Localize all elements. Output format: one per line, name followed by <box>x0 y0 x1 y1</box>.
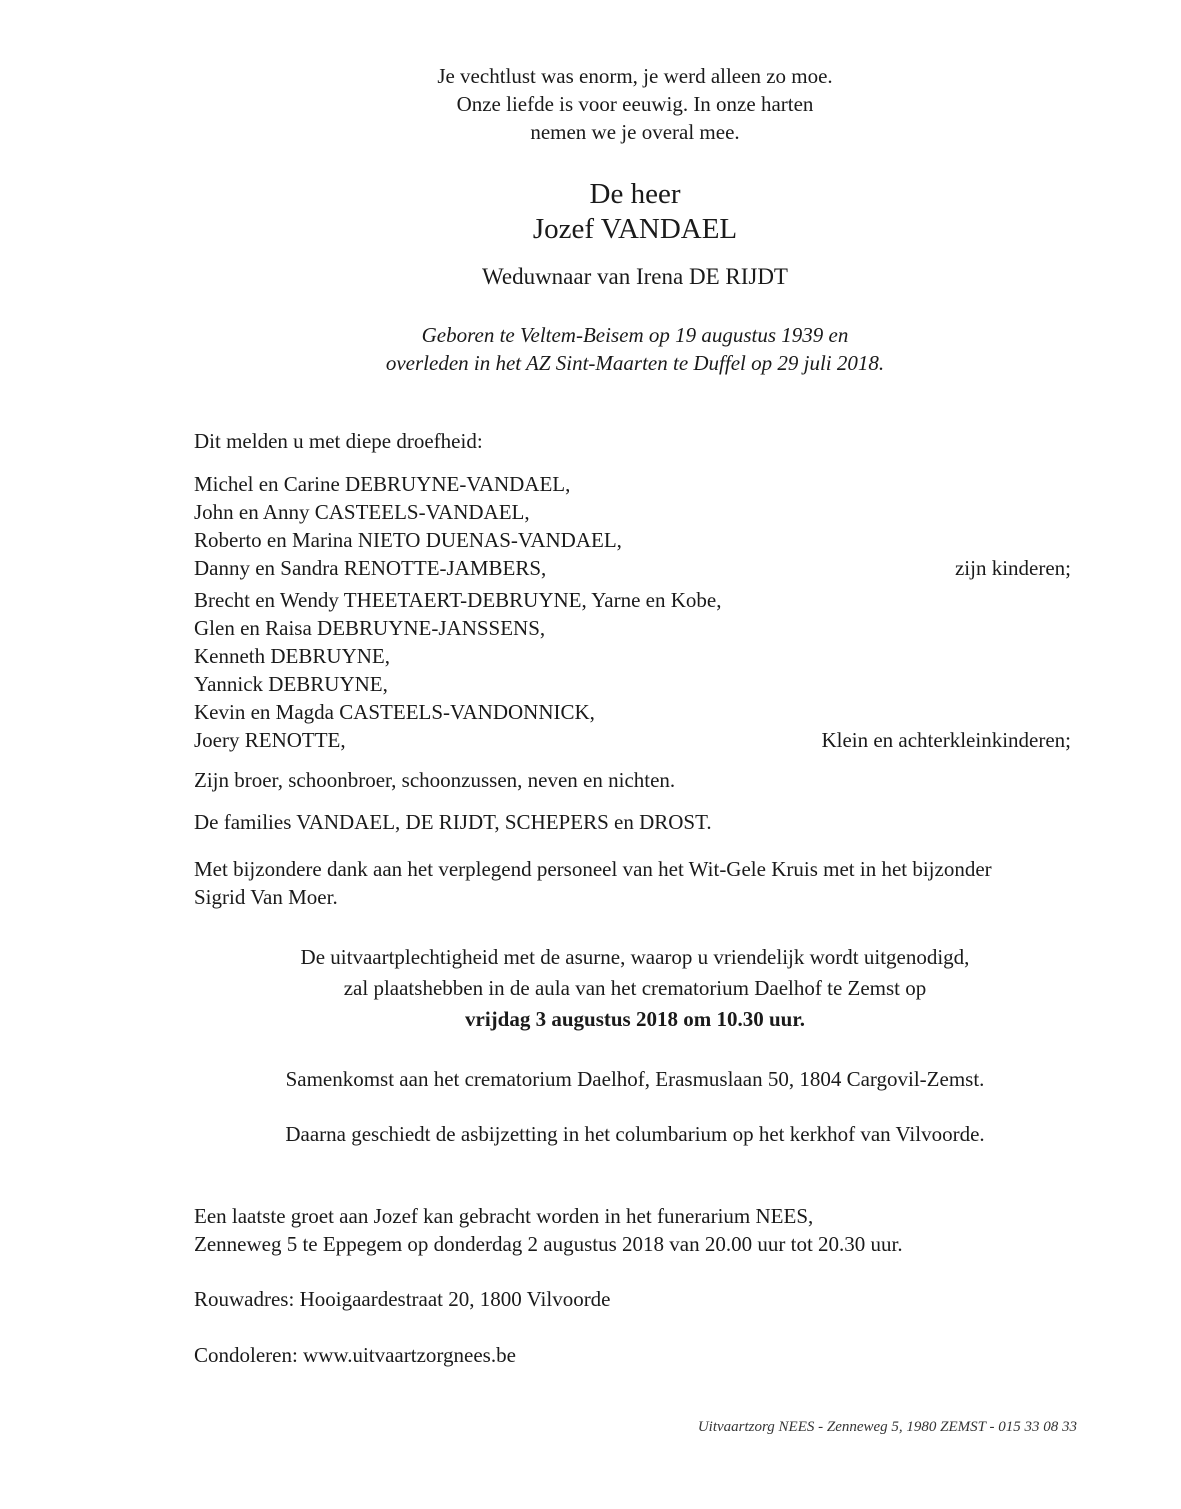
grandchildren-list <box>194 586 1071 754</box>
thanks-line: Sigrid Van Moer. <box>194 885 338 909</box>
families-line: De families VANDAEL, DE RIJDT, SCHEPERS en DROST. <box>194 810 712 834</box>
born-line: Geboren te Veltem-Beisem op 19 augustus 1939 en <box>421 323 849 347</box>
deceased-name: Jozef VANDAEL <box>532 213 738 245</box>
greeting-line: Een laatste groet aan Jozef kan gebracht worden in het funerarium NEES, <box>194 1204 814 1228</box>
widower-line: Weduwnaar van Irena DE RIJDT <box>482 264 788 289</box>
gathering-line: Samenkomst aan het crematorium Daelhof, Erasmuslaan 50, 1804 Cargovil-Zemst. <box>285 1067 985 1091</box>
grandchild-entry: Brecht en Wendy THEETAERT-DEBRUYNE, Yarne en Kobe, <box>194 588 722 612</box>
child-entry: Roberto en Marina NIETO DUENAS-VANDAEL, <box>194 528 622 552</box>
deceased-title <box>0 177 1181 247</box>
thanks-line: Met bijzondere dank aan het verplegend personeel van het Wit-Gele Kruis met in het bijzonder <box>194 857 992 881</box>
grandchild-entry: Kenneth DEBRUYNE, <box>194 644 390 668</box>
grandchildren-label: Klein en achterkleinkinderen; <box>821 728 1071 752</box>
child-entry: Michel en Carine DEBRUYNE-VANDAEL, <box>194 472 571 496</box>
intro-text: Dit melden u met diepe droefheid: <box>194 429 483 453</box>
thanks-paragraph <box>194 855 1071 911</box>
poem-line: Je vechtlust was enorm, je werd alleen zo moe. <box>437 64 833 88</box>
ceremony-line: zal plaatshebben in de aula van het crematorium Daelhof te Zemst op <box>343 976 927 1000</box>
relatives-line: Zijn broer, schoonbroer, schoonzussen, neven en nichten. <box>194 768 676 792</box>
death-line: overleden in het AZ Sint-Maarten te Duffel op 29 juli 2018. <box>385 351 885 375</box>
footer-funeral-home: Uitvaartzorg NEES - Zenneweg 5, 1980 ZEMST - 015 33 08 33 <box>697 1419 1077 1435</box>
salutation: De heer <box>589 178 681 210</box>
ceremony-line: De uitvaartplechtigheid met de asurne, waarop u vriendelijk wordt uitgenodigd, <box>300 945 970 969</box>
poem-line: Onze liefde is voor eeuwig. In onze harten <box>456 92 814 116</box>
poem-line: nemen we je overal mee. <box>530 120 740 144</box>
children-label: zijn kinderen; <box>954 556 1071 580</box>
child-entry: John en Anny CASTEELS-VANDAEL, <box>194 500 530 524</box>
greeting-line: Zenneweg 5 te Eppegem op donderdag 2 augustus 2018 van 20.00 uur tot 20.30 uur. <box>194 1232 903 1256</box>
condolence-line: Condoleren: www.uitvaartzorgnees.be <box>194 1343 516 1367</box>
last-greeting <box>194 1202 1071 1258</box>
child-entry: Danny en Sandra RENOTTE-JAMBERS, <box>194 556 547 580</box>
ceremony-info <box>0 942 1181 1035</box>
ceremony-date: vrijdag 3 augustus 2018 om 10.30 uur. <box>465 1007 805 1031</box>
grandchild-entry: Joery RENOTTE, <box>194 728 346 752</box>
poem <box>0 62 1181 146</box>
interment-line: Daarna geschiedt de asbijzetting in het columbarium op het kerkhof van Vilvoorde. <box>285 1122 985 1146</box>
mourning-address: Rouwadres: Hooigaardestraat 20, 1800 Vilvoorde <box>194 1287 611 1311</box>
grandchild-entry: Yannick DEBRUYNE, <box>194 672 388 696</box>
birth-death-info <box>0 321 1181 377</box>
children-list <box>194 470 1071 582</box>
grandchild-entry: Kevin en Magda CASTEELS-VANDONNICK, <box>194 700 595 724</box>
grandchild-entry: Glen en Raisa DEBRUYNE-JANSSENS, <box>194 616 546 640</box>
